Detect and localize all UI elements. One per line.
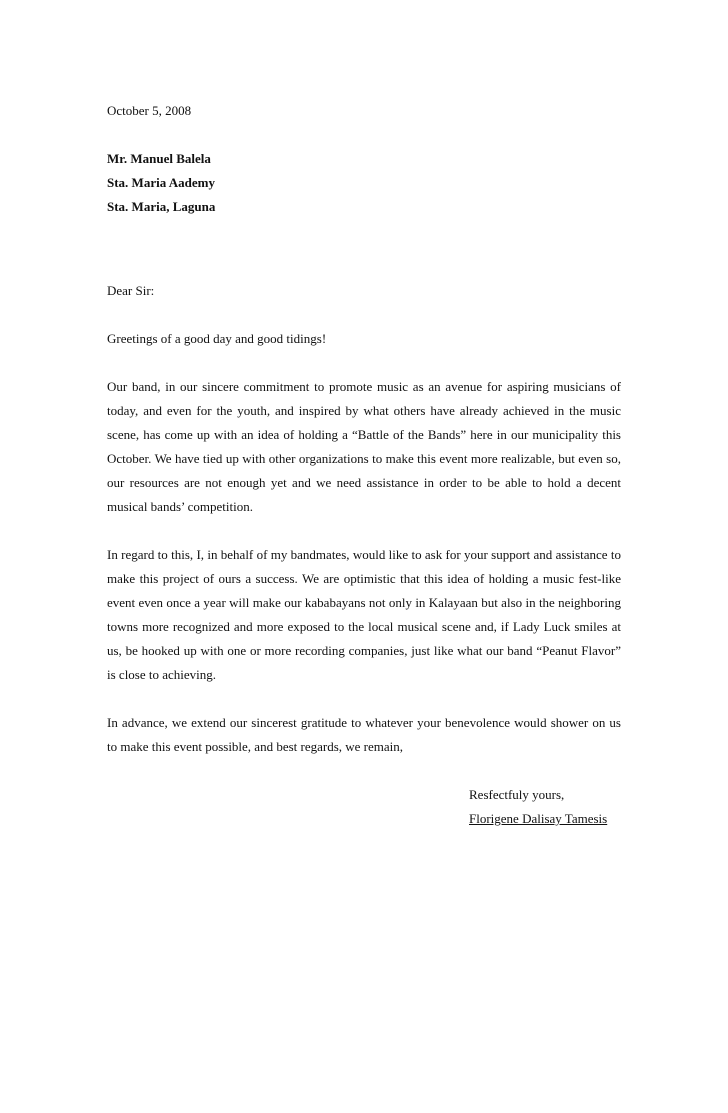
recipient-location: Sta. Maria, Laguna [107, 199, 216, 214]
greeting: Greetings of a good day and good tidings! [107, 331, 327, 346]
signature-name: Florigene Dalisay Tamesis [469, 811, 608, 826]
recipient-organization: Sta. Maria Aademy [107, 175, 215, 190]
recipient-block [107, 147, 621, 219]
closing-phrase: Resfectfuly yours, [469, 787, 565, 802]
letter-body [107, 99, 621, 831]
salutation: Dear Sir: [107, 283, 155, 298]
recipient-name: Mr. Manuel Balela [107, 151, 211, 166]
paragraph-1: Our band, in our sincere commitment to promote music as an avenue for aspiring musicians of today, and even for the youth, and inspired by what others have already achieved in the music scene, has come up with an idea of holding a “Battle of the Bands” here in our municipality this October. We have tied up with other organizations to make this event more realizable, but even so, our resources are not enough yet and we need assistance in order to be able to hold a decent musical bands’ competition. [107, 379, 621, 514]
paragraph-2: In regard to this, I, in behalf of my bandmates, would like to ask for your support and assistance to make this project of ours a success. We are optimistic that this idea of holding a music fest-like event even once a year will make our kababayans not only in Kalayaan but also in the neighboring towns more recognized and more exposed to the local musical scene and, if Lady Luck smiles at us, be hooked up with one or more recording companies, just like what our band “Peanut Flavor” is close to achieving. [107, 547, 621, 682]
paragraph-3: In advance, we extend our sincerest gratitude to whatever your benevolence would shower on us to make this event possible, and best regards, we remain, [107, 715, 621, 754]
closing-block [469, 783, 621, 831]
letter-date: October 5, 2008 [107, 103, 192, 118]
